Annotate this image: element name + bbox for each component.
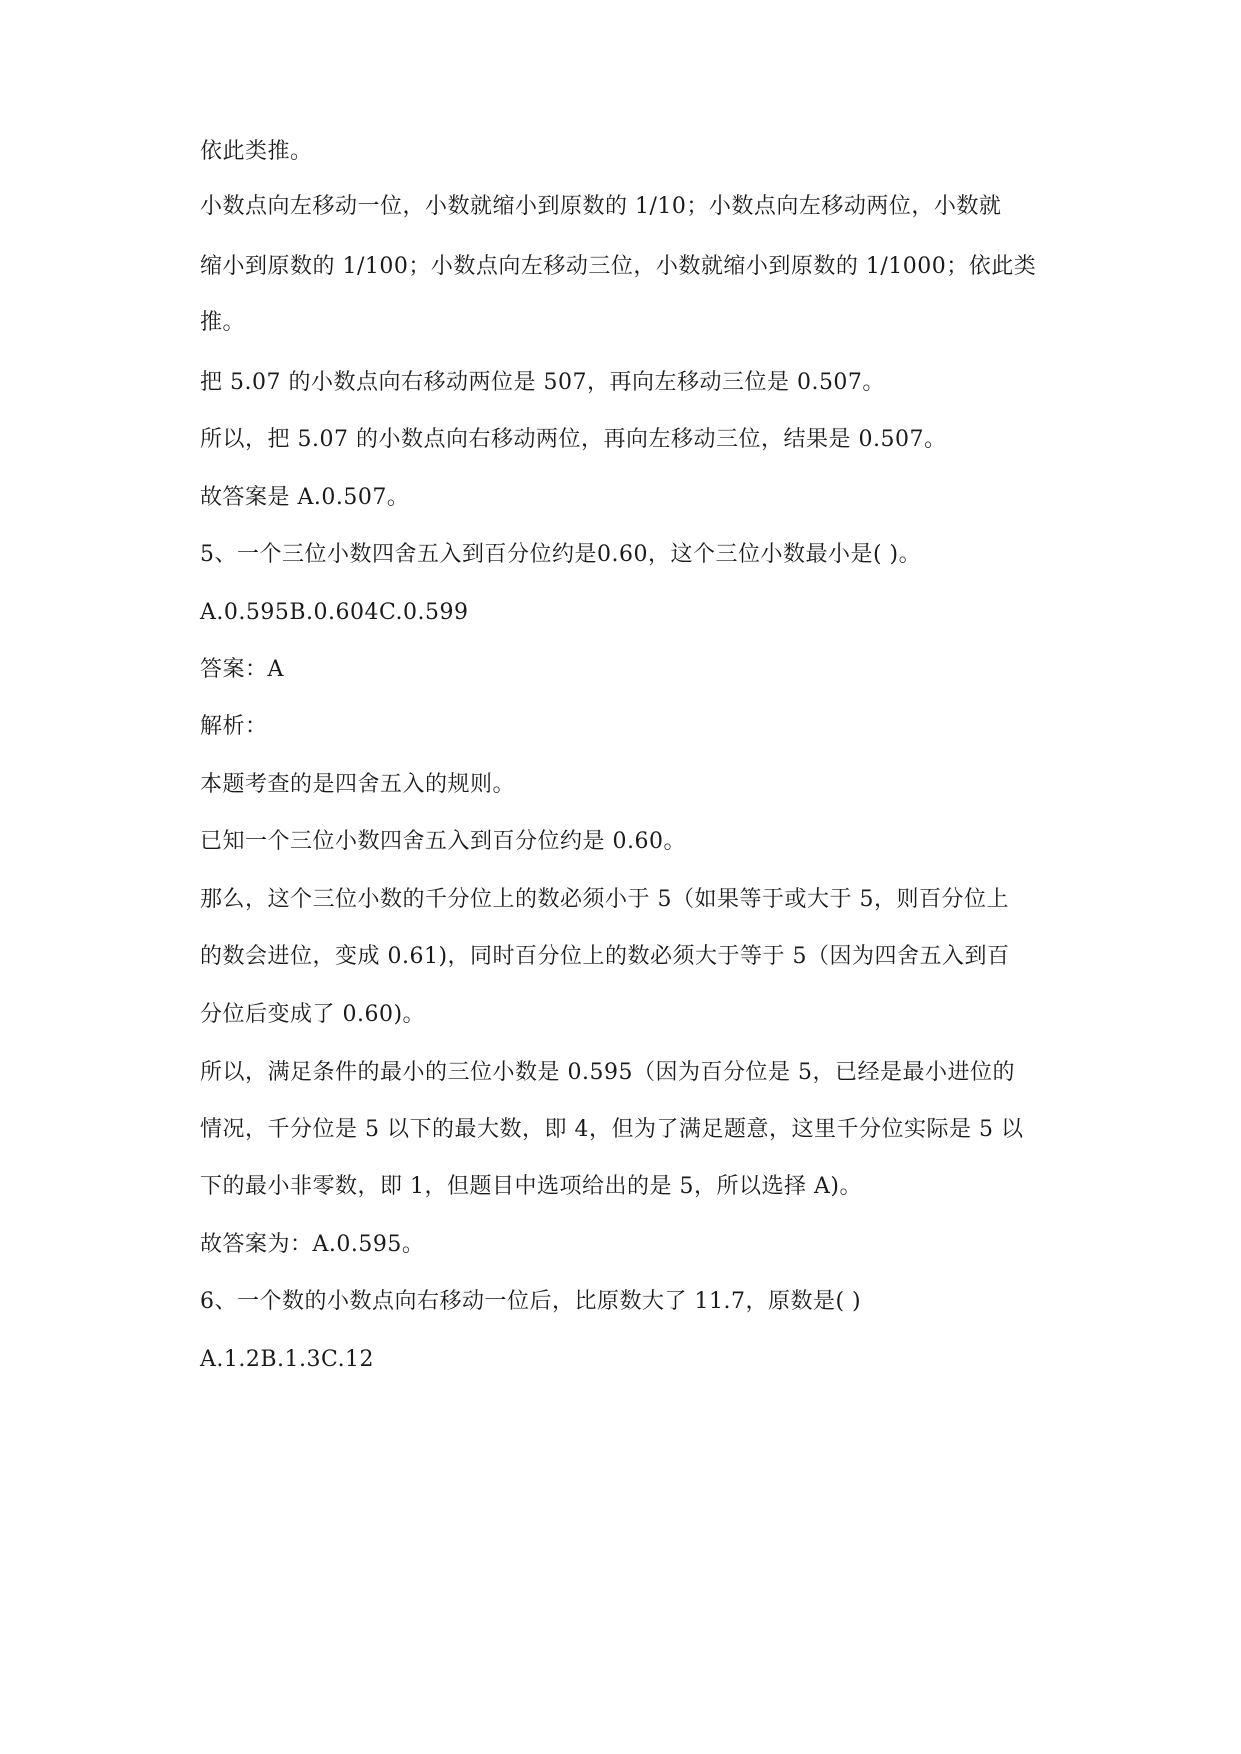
question-6-options: A.1.2B.1.3C.12 (200, 1347, 375, 1372)
answer-label: 答案：A (200, 657, 284, 682)
text-line: 分位后变成了 0.60)。 (200, 1002, 426, 1027)
text-line: 所以，满足条件的最小的三位小数是 0.595（因为百分位是 5，已经是最小进位的 (200, 1060, 1015, 1085)
text-line: 那么，这个三位小数的千分位上的数必须小于 5（如果等于或大于 5，则百分位上 (200, 887, 1009, 912)
text-line: 把 5.07 的小数点向右移动两位是 507，再向左移动三位是 0.507。 (200, 370, 885, 395)
text-line: 故答案是 A.0.507。 (200, 485, 410, 510)
text-line: 情况，千分位是 5 以下的最大数，即 4，但为了满足题意，这里千分位实际是 5 以 (200, 1117, 1024, 1142)
text-line: 的数会进位，变成 0.61)，同时百分位上的数必须大于等于 5（因为四舍五入到百 (200, 944, 1010, 969)
text-line: 小数点向左移动一位，小数就缩小到原数的 1/10；小数点向左移动两位，小数就 (200, 194, 1002, 219)
question-6: 6、一个数的小数点向右移动一位后，比原数大了 11.7，原数是( ) (200, 1289, 862, 1314)
text-line: 推。 (200, 310, 246, 335)
text-line: 已知一个三位小数四舍五入到百分位约是 0.60。 (200, 829, 686, 854)
text-line: 故答案为：A.0.595。 (200, 1232, 425, 1257)
text-line: 所以，把 5.07 的小数点向右移动两位，再向左移动三位，结果是 0.507。 (200, 427, 947, 452)
question-5-options: A.0.595B.0.604C.0.599 (200, 600, 469, 625)
text-line: 下的最小非零数，即 1，但题目中选项给出的是 5，所以选择 A)。 (200, 1174, 862, 1199)
text-line: 本题考查的是四舍五入的规则。 (200, 772, 516, 797)
analysis-label: 解析： (200, 714, 268, 739)
text-line: 缩小到原数的 1/100；小数点向左移动三位，小数就缩小到原数的 1/1000；依此类 (200, 254, 1037, 279)
text-line: 依此类推。 (200, 139, 313, 164)
question-5: 5、一个三位小数四舍五入到百分位约是0.60，这个三位小数最小是( )。 (200, 542, 922, 567)
